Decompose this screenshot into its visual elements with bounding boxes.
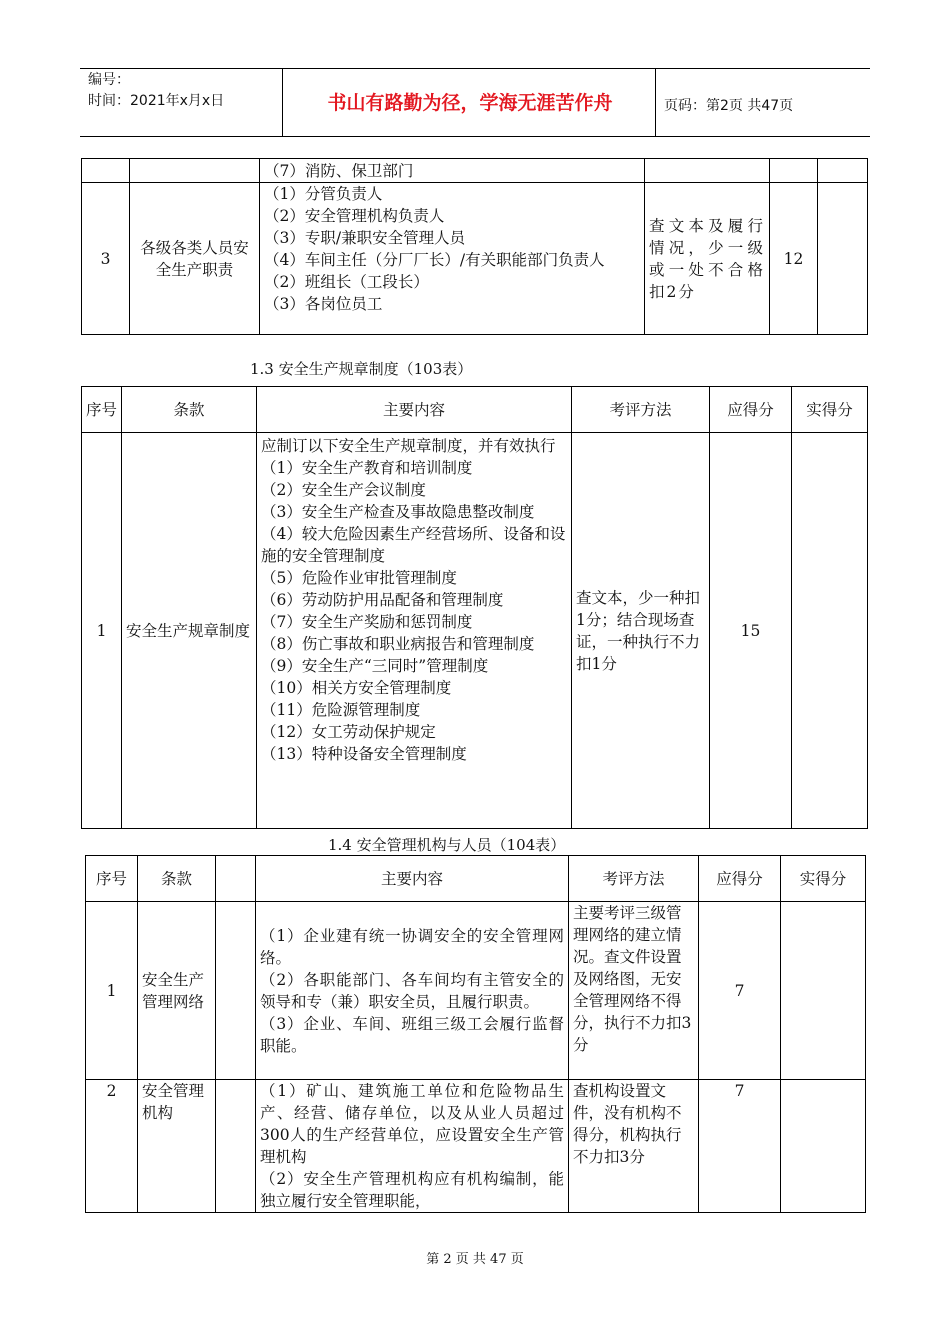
list-item: （6）劳动防护用品配备和管理制度 — [261, 591, 504, 609]
row-method: 查机构设置文件，没有机构不得分，机构执行不力扣3分 — [569, 1080, 699, 1213]
row-title: 各级各类人员安全生产职责 — [130, 183, 260, 335]
row-items — [260, 183, 645, 335]
row-method: 查文本，少一种扣1分；结合现场查证，一种执行不力扣1分 — [572, 433, 710, 829]
list-item: （5）危险作业审批管理制度 — [261, 569, 457, 587]
col-header-no: 序号 — [82, 387, 122, 433]
intro-text: 应制订以下安全生产规章制度，并有效执行 — [261, 437, 556, 455]
col-header-clause: 条款 — [138, 856, 216, 902]
code-label: 编号： — [88, 72, 130, 88]
list-item: （12）女工劳动保护规定 — [261, 723, 436, 741]
row-score: 7 — [699, 1080, 781, 1213]
row-actual — [792, 433, 868, 829]
list-item: （2）安全管理机构负责人 — [264, 207, 445, 225]
section-14-caption: 1.4 安全管理机构与人员（104表） — [328, 836, 566, 854]
list-item: （1）安全生产教育和培训制度 — [261, 459, 473, 477]
list-item: （2）安全生产会议制度 — [261, 481, 426, 499]
col-header-actual: 实得分 — [792, 387, 868, 433]
page-label: 页码：第2页 共47页 — [664, 98, 794, 114]
row-title: 安全生产规章制度 — [122, 433, 257, 829]
row-title: 安全管理机构 — [138, 1080, 216, 1213]
list-item: （4）较大危险因素生产经营场所、设备和设施的安全管理制度 — [261, 525, 566, 565]
list-item: （1）分管负责人 — [264, 185, 383, 203]
table-row — [82, 433, 868, 829]
list-item: （3）专职/兼职安全管理人员 — [264, 229, 466, 247]
row-score: 7 — [699, 902, 781, 1080]
list-item: （3）安全生产检查及事故隐患整改制度 — [261, 503, 535, 521]
row-blank — [216, 1080, 256, 1213]
row-blank — [216, 902, 256, 1080]
page-footer: 第 2 页 共 47 页 — [426, 1252, 524, 1267]
header-bottom-rule — [80, 136, 870, 137]
col-header-clause: 条款 — [122, 387, 257, 433]
prev-item: （7）消防、保卫部门 — [260, 159, 645, 183]
list-item: （9）安全生产“三同时”管理制度 — [261, 657, 489, 675]
row-method: 主要考评三级管理网络的建立情况。查文件设置及网络图，无安全管理网络不得分，执行不力扣3分 — [569, 902, 699, 1080]
col-header-method: 考评方法 — [569, 856, 699, 902]
list-item: （8）伤亡事故和职业病报告和管理制度 — [261, 635, 535, 653]
row-content: （1）企业建有统一协调安全的安全管理网络。 （2）各职能部门、各车间均有主管安全的领导和专（兼）职安全员，且履行职责。 （3）企业、车间、班组三级工会履行监督职能。 — [256, 902, 569, 1080]
header-divider-right — [655, 68, 656, 136]
list-item: （4）车间主任（分厂厂长）/有关职能部门负责人 — [264, 251, 605, 269]
col-header-score: 应得分 — [710, 387, 792, 433]
header-top-rule — [80, 68, 870, 69]
list-item: （13）特种设备安全管理制度 — [261, 745, 467, 763]
section-13-caption: 1.3 安全生产规章制度（103表） — [250, 360, 473, 378]
table-header-row — [86, 856, 866, 902]
motto: 书山有路勤为径，学海无涯苦作舟 — [327, 92, 613, 114]
row-content: （1）矿山、建筑施工单位和危险物品生产、经营、储存单位，以及从业人员超过300人的生产经营单位，应设置安全生产管理机构 （2）安全生产管理机构应有机构编制，能独立履行安全管理职能， — [256, 1080, 569, 1213]
list-item: （2）班组长（工段长） — [264, 273, 429, 291]
header-meta — [88, 70, 224, 112]
table-row — [86, 1080, 866, 1213]
list-item: （7）安全生产奖励和惩罚制度 — [261, 613, 473, 631]
col-header-content: 主要内容 — [257, 387, 572, 433]
header-divider-left — [282, 68, 283, 136]
table-row — [82, 183, 868, 335]
responsibility-table — [81, 158, 868, 335]
row-score: 12 — [770, 183, 818, 335]
col-header-actual: 实得分 — [781, 856, 866, 902]
col-header-no: 序号 — [86, 856, 138, 902]
table-row — [86, 902, 866, 1080]
list-item: （10）相关方安全管理制度 — [261, 679, 452, 697]
row-actual — [781, 902, 866, 1080]
col-header-blank — [216, 856, 256, 902]
table-header-row — [82, 387, 868, 433]
row-actual — [781, 1080, 866, 1213]
row-no: 2 — [86, 1080, 138, 1213]
list-item: （11）危险源管理制度 — [261, 701, 421, 719]
row-content — [257, 433, 572, 829]
row-actual — [818, 183, 868, 335]
row-title: 安全生产管理网络 — [138, 902, 216, 1080]
row-no: 1 — [86, 902, 138, 1080]
rules-table — [81, 386, 868, 829]
row-no: 1 — [82, 433, 122, 829]
col-header-score: 应得分 — [699, 856, 781, 902]
time-label: 时间：2021年x月x日 — [88, 93, 225, 109]
row-no: 3 — [82, 183, 130, 335]
row-score: 15 — [710, 433, 792, 829]
table-row — [82, 159, 868, 183]
org-table — [85, 855, 866, 1213]
row-method: 查文本及履行情况，少一级或一处不合格扣2分 — [645, 183, 770, 335]
col-header-content: 主要内容 — [256, 856, 569, 902]
col-header-method: 考评方法 — [572, 387, 710, 433]
list-item: （3）各岗位员工 — [264, 295, 383, 313]
